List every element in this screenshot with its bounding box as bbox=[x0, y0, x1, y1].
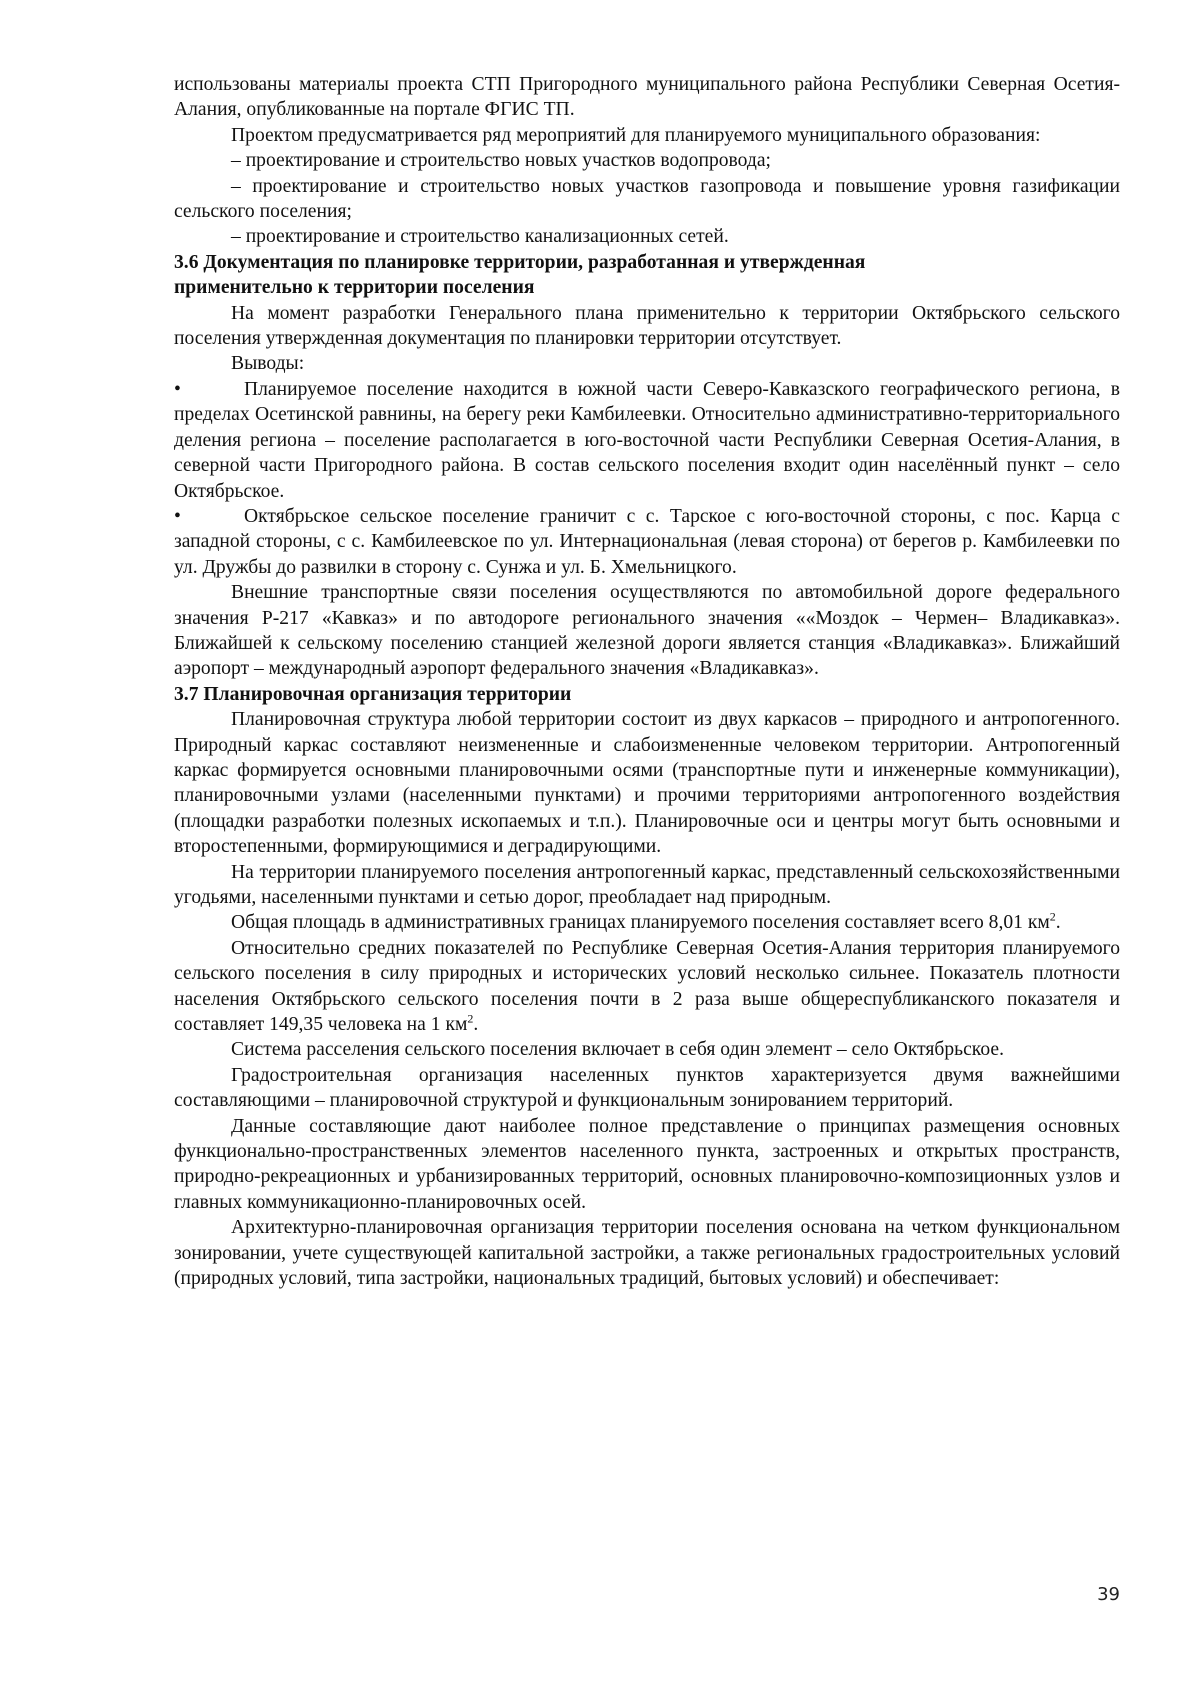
section-heading-3-6-line2: применительно к территории поселения bbox=[174, 277, 535, 299]
bullet-item bbox=[174, 504, 1120, 580]
paragraph: Архитектурно-планировочная организация территории поселения основана на четком функциональном зонировании, учете существующей капитальной застройки, а также региональных градостроительных условий (природных условий, типа застройки, национальных традиций, бытовых условий) и обеспечивает: bbox=[174, 1217, 1120, 1290]
paragraph: На момент разработки Генерального плана применительно к территории Октябрьского сельского поселения утвержденная документация по планировки территории отсутствует. bbox=[174, 302, 1120, 350]
list-item: – проектирование и строительство новых участков водопровода; bbox=[231, 150, 772, 172]
paragraph bbox=[174, 936, 1120, 1038]
list-item: – проектирование и строительство канализационных сетей. bbox=[231, 226, 729, 248]
paragraph: Проектом предусматривается ряд мероприятий для планируемого муниципального образования: bbox=[231, 124, 1041, 146]
list-item: – проектирование и строительство новых участков газопровода и повышение уровня газификации сельского поселения; bbox=[174, 175, 1120, 223]
paragraph bbox=[174, 910, 1120, 935]
paragraph: Система расселения сельского поселения включает в себя один элемент – село Октябрьское. bbox=[231, 1039, 1004, 1061]
paragraph-text: . bbox=[473, 1014, 479, 1036]
page-body bbox=[174, 72, 1120, 1292]
bullet-icon: • bbox=[174, 378, 181, 400]
paragraph: использованы материалы проекта СТП Пригородного муниципального района Республики Северная Осетия-Алания, опубликованные на портале ФГИС ТП. bbox=[174, 74, 1120, 121]
paragraph: Выводы: bbox=[231, 353, 305, 375]
section-heading-3-6-line1: 3.6 Документация по планировке территории, разработанная и утвержденная bbox=[174, 251, 866, 273]
paragraph: Планировочная структура любой территории состоит из двух каркасов – природного и антропогенного. Природный каркас составляют неизмененные и слабоизмененные человеком территории. Антропогенный каркас формируется основными планировочными осями (транспортные пути и инженерные коммуникации), планировочными узлами (населенными пунктами) и прочими территориями антропогенного воздействия (площадки разработки полезных ископаемых и т.п.). Планировочные оси и центры могут быть основными и второстепенными, формирующимися и деградирующими. bbox=[174, 709, 1120, 858]
bullet-text: Октябрьское сельское поселение граничит с с. Тарское с юго-восточной стороны, с пос. Карца с западной стороны, с с. Камбилеевское по ул. Интернациональная (левая сторона) от берегов р. Камбилеевки по ул. Дружбы до развилки в сторону с. Сунжа и ул. Б. Хмельницкого. bbox=[174, 505, 1120, 578]
paragraph: На территории планируемого поселения антропогенный каркас, представленный сельскохозяйственными угодьями, населенными пунктами и сетью дорог, преобладает над природным. bbox=[174, 861, 1120, 908]
superscript: 2 bbox=[467, 1011, 474, 1026]
section-heading-3-7: 3.7 Планировочная организация территории bbox=[174, 683, 572, 705]
paragraph: Внешние транспортные связи поселения осуществляются по автомобильной дороге федерального значения Р-217 «Кавказ» и по автодороге регионального значения ««Моздок – Чермен– Владикавказ». Ближайшей к сельскому поселению станцией железной дороги является станция «Владикавказ». Ближайший аэропорт – международный аэропорт федерального значения «Владикавказ». bbox=[174, 582, 1120, 680]
bullet-icon: • bbox=[174, 505, 181, 527]
paragraph: Градостроительная организация населенных пунктов характеризуется двумя важнейшими составляющими – планировочной структурой и функциональным зонированием территорий. bbox=[174, 1064, 1120, 1112]
paragraph-text: Общая площадь в административных границах планируемого поселения составляет всего 8,01 км bbox=[231, 912, 1050, 934]
paragraph: Данные составляющие дают наиболее полное представление о принципах размещения основных функционально-пространственных элементов населенного пункта, застроенных и открытых пространств, природно-рекреационных и урбанизированных территорий, основных планировочно-композиционных узлов и главных коммуникационно-планировочных осей. bbox=[174, 1115, 1120, 1213]
superscript: 2 bbox=[1049, 909, 1056, 924]
bullet-item bbox=[174, 377, 1120, 504]
page-number: 39 bbox=[1097, 1584, 1120, 1605]
paragraph-text: Относительно средних показателей по Республике Северная Осетия-Алания территория планируемого сельского поселения в силу природных и исторических условий несколько сильнее. Показатель плотности населения Октябрьского сельского поселения почти в 2 раза выше общереспубликанского показателя и составляет 149,35 человека на 1 км bbox=[174, 937, 1120, 1036]
paragraph-text: . bbox=[1055, 912, 1061, 934]
bullet-text: Планируемое поселение находится в южной части Северо-Кавказского географического региона, в пределах Осетинской равнины, на берегу реки Камбилеевки. Относительно административно-территориального деления региона – поселение располагается в юго-восточной части Республики Северная Осетия-Алания, в северной части Пригородного района. В состав сельского поселения входит один населённый пункт – село Октябрьское. bbox=[174, 378, 1120, 502]
